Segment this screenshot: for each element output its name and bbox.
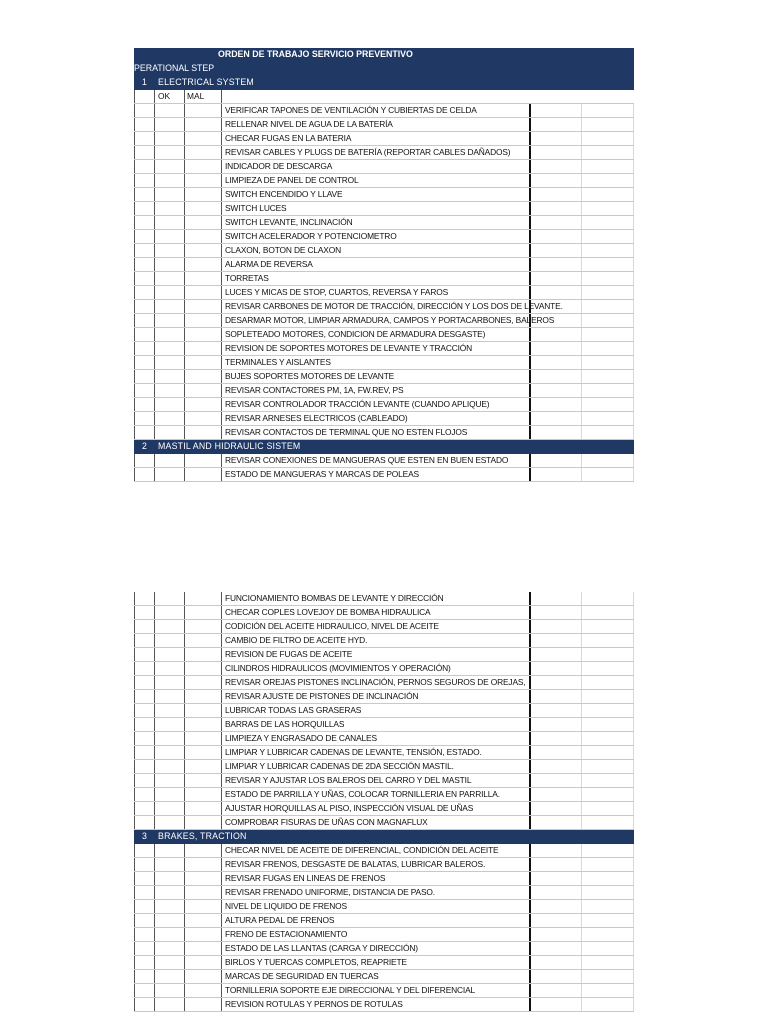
mal-cell[interactable] [185, 956, 222, 969]
checklist-row [134, 900, 634, 914]
checklist-item-text: DESARMAR MOTOR, LIMPIAR ARMADURA, CAMPOS Y PORTACARBONES, BALEROS [225, 315, 555, 325]
ok-cell[interactable] [155, 272, 185, 285]
mal-cell[interactable] [185, 454, 222, 467]
title-row [134, 48, 634, 62]
checklist-row [134, 998, 634, 1012]
row-index-cell[interactable] [134, 998, 155, 1011]
mal-cell[interactable] [185, 704, 222, 717]
mal-cell[interactable] [185, 398, 222, 411]
ok-cell[interactable] [155, 384, 185, 397]
checklist-row [134, 370, 634, 384]
mal-cell[interactable] [185, 732, 222, 745]
ok-cell[interactable] [155, 858, 185, 871]
row-index-cell[interactable] [134, 956, 155, 969]
row-index-cell[interactable] [134, 412, 155, 425]
checklist-row [134, 844, 634, 858]
ok-cell[interactable] [155, 132, 185, 145]
row-index-cell[interactable] [134, 132, 155, 145]
row-index-cell[interactable] [134, 384, 155, 397]
operational-step-label: PERATIONAL STEP [134, 63, 215, 73]
section-header-mastil [134, 440, 634, 454]
ok-cell[interactable] [155, 370, 185, 383]
ok-cell[interactable] [155, 174, 185, 187]
checklist-row [134, 956, 634, 970]
checklist-row [134, 426, 634, 440]
work-order-title: ORDEN DE TRABAJO SERVICIO PREVENTIVO [218, 49, 413, 59]
checklist-row [134, 258, 634, 272]
ok-cell[interactable] [155, 704, 185, 717]
row-index-cell[interactable] [134, 746, 155, 759]
ok-cell[interactable] [155, 718, 185, 731]
mal-cell[interactable] [185, 802, 222, 815]
checklist-row [134, 984, 634, 998]
checklist-row [134, 384, 634, 398]
checklist-item-text: CLAXON, BOTON DE CLAXON [225, 245, 341, 255]
checklist-item-text: REVISAR FRENOS, DESGASTE DE BALATAS, LUBRICAR BALEROS. [225, 859, 486, 869]
row-index-cell[interactable] [134, 426, 155, 439]
checklist-item-text: CHECAR FUGAS EN LA BATERIA [225, 133, 352, 143]
mal-cell[interactable] [185, 592, 222, 605]
ok-cell[interactable] [155, 468, 185, 481]
checklist-item-text: ALTURA PEDAL DE FRENOS [225, 915, 335, 925]
mal-cell[interactable] [185, 244, 222, 257]
checklist-item-text: REVISION DE FUGAS DE ACEITE [225, 649, 353, 659]
mal-cell[interactable] [185, 844, 222, 857]
mal-cell[interactable] [185, 384, 222, 397]
mal-cell[interactable] [185, 230, 222, 243]
row-index-cell[interactable] [134, 914, 155, 927]
checklist-row [134, 914, 634, 928]
checklist-item-text: ESTADO DE PARRILLA Y UÑAS, COLOCAR TORNILLERIA EN PARRILLA. [225, 789, 500, 799]
checklist-row [134, 230, 634, 244]
ok-cell[interactable] [155, 188, 185, 201]
checklist-row [134, 634, 634, 648]
checklist-item-text: AJUSTAR HORQUILLAS AL PISO, INSPECCIÓN VISUAL DE UÑAS [225, 803, 474, 813]
row-index-cell[interactable] [134, 858, 155, 871]
section-number: 3 [142, 831, 147, 841]
mal-cell[interactable] [185, 648, 222, 661]
checklist-item-text: REVISAR OREJAS PISTONES INCLINACIÓN, PERNOS SEGUROS DE OREJAS, [225, 677, 526, 687]
checklist-row [134, 676, 634, 690]
ok-cell[interactable] [155, 732, 185, 745]
mal-column-header: MAL [187, 91, 205, 101]
row-index-cell[interactable] [134, 272, 155, 285]
row-index-cell[interactable] [134, 886, 155, 899]
mal-cell[interactable] [185, 942, 222, 955]
checklist-item-text: TORRETAS [225, 273, 269, 283]
checklist-row [134, 690, 634, 704]
checklist-item-text: CHECAR NIVEL DE ACEITE DE DIFERENCIAL, CONDICIÓN DEL ACEITE [225, 845, 499, 855]
row-index-cell[interactable] [134, 314, 155, 327]
row-index-cell[interactable] [134, 620, 155, 633]
checklist-item-text: SWITCH ENCENDIDO Y LLAVE [225, 189, 343, 199]
checklist-row [134, 662, 634, 676]
row-index-cell[interactable] [134, 718, 155, 731]
checklist-row [134, 468, 634, 482]
checklist-row [134, 704, 634, 718]
ok-cell[interactable] [155, 970, 185, 983]
row-index-cell[interactable] [134, 258, 155, 271]
ok-cell[interactable] [155, 648, 185, 661]
row-index-cell[interactable] [134, 704, 155, 717]
checklist-item-text: LUCES Y MICAS DE STOP, CUARTOS, REVERSA Y FAROS [225, 287, 449, 297]
row-index-cell[interactable] [134, 286, 155, 299]
ok-cell[interactable] [155, 900, 185, 913]
checklist-row [134, 816, 634, 830]
ok-cell[interactable] [155, 914, 185, 927]
row-index-cell[interactable] [134, 802, 155, 815]
mal-cell[interactable] [185, 746, 222, 759]
row-index-cell[interactable] [134, 984, 155, 997]
checklist-item-text: CHECAR COPLES LOVEJOY DE BOMBA HIDRAULICA [225, 607, 431, 617]
checklist-row [134, 788, 634, 802]
checklist-row [134, 774, 634, 788]
ok-cell[interactable] [155, 146, 185, 159]
row-index-cell[interactable] [134, 300, 155, 313]
checklist-row [134, 970, 634, 984]
checklist-item-text: SWITCH ACELERADOR Y POTENCIOMETRO [225, 231, 397, 241]
checklist-item-text: NIVEL DE LIQUIDO DE FRENOS [225, 901, 347, 911]
mal-cell[interactable] [185, 620, 222, 633]
checklist-item-text: FRENO DE ESTACIONAMIENTO [225, 929, 348, 939]
ok-cell[interactable] [155, 412, 185, 425]
checklist-item-text: CAMBIO DE FILTRO DE ACEITE HYD. [225, 635, 368, 645]
checklist-row [134, 592, 634, 606]
ok-cell[interactable] [155, 398, 185, 411]
checklist-row [134, 886, 634, 900]
row-index-cell[interactable] [134, 160, 155, 173]
checklist-row [134, 174, 634, 188]
mal-cell[interactable] [185, 202, 222, 215]
mal-cell[interactable] [185, 984, 222, 997]
checklist-item-text: LUBRICAR TODAS LAS GRASERAS [225, 705, 362, 715]
checklist-row [134, 454, 634, 468]
ok-cell[interactable] [155, 286, 185, 299]
mal-cell[interactable] [185, 858, 222, 871]
checklist-item-text: BUJES SOPORTES MOTORES DE LEVANTE [225, 371, 395, 381]
column-header-row [134, 90, 634, 104]
checklist-row [134, 746, 634, 760]
mal-cell[interactable] [185, 816, 222, 829]
checklist-row [134, 858, 634, 872]
row-index-cell[interactable] [134, 342, 155, 355]
row-index-cell[interactable] [134, 356, 155, 369]
checklist-item-text: LIMPIEZA DE PANEL DE CONTROL [225, 175, 359, 185]
work-order-page-1 [134, 48, 634, 482]
ok-cell[interactable] [155, 802, 185, 815]
checklist-item-text: REVISAR CARBONES DE MOTOR DE TRACCIÓN, DIRECCIÓN Y LOS DOS DE LEVANTE. [225, 301, 563, 311]
ok-cell[interactable] [155, 746, 185, 759]
mal-cell[interactable] [185, 914, 222, 927]
checklist-row [134, 928, 634, 942]
checklist-item-text: BIRLOS Y TUERCAS COMPLETOS, REAPRIETE [225, 957, 407, 967]
mal-cell[interactable] [185, 872, 222, 885]
checklist-row [134, 132, 634, 146]
checklist-item-text: COMPROBAR FISURAS DE UÑAS CON MAGNAFLUX [225, 817, 428, 827]
ok-cell[interactable] [155, 342, 185, 355]
checklist-item-text: CILINDROS HIDRAULICOS (MOVIMIENTOS Y OPERACIÓN) [225, 663, 451, 673]
ok-cell[interactable] [155, 104, 185, 117]
checklist-row [134, 272, 634, 286]
checklist-row [134, 188, 634, 202]
mal-cell[interactable] [185, 272, 222, 285]
row-index-cell[interactable] [134, 774, 155, 787]
brakes-items-list [134, 844, 634, 1012]
row-index-cell[interactable] [134, 592, 155, 605]
checklist-item-text: TERMINALES Y AISLANTES [225, 357, 331, 367]
row-index-cell[interactable] [134, 468, 155, 481]
mal-cell[interactable] [185, 886, 222, 899]
mal-cell[interactable] [185, 900, 222, 913]
row-index-cell[interactable] [134, 760, 155, 773]
ok-cell[interactable] [155, 984, 185, 997]
mal-cell[interactable] [185, 690, 222, 703]
row-index-cell[interactable] [134, 872, 155, 885]
ok-cell[interactable] [155, 606, 185, 619]
ok-cell[interactable] [155, 426, 185, 439]
row-index-cell[interactable] [134, 216, 155, 229]
checklist-item-text: REVISAR ARNESES ELECTRICOS (CABLEADO) [225, 413, 408, 423]
mastil-items-list-continued [134, 592, 634, 830]
ok-cell[interactable] [155, 774, 185, 787]
checklist-item-text: RELLENAR NIVEL DE AGUA DE LA BATERÍA [225, 119, 393, 129]
mal-cell[interactable] [185, 314, 222, 327]
checklist-item-text: SOPLETEADO MOTORES, CONDICION DE ARMADURA DESGASTE) [225, 329, 486, 339]
ok-cell[interactable] [155, 160, 185, 173]
ok-cell[interactable] [155, 886, 185, 899]
mal-cell[interactable] [185, 174, 222, 187]
mal-cell[interactable] [185, 760, 222, 773]
checklist-item-text: REVISAR CABLES Y PLUGS DE BATERÍA (REPORTAR CABLES DAÑADOS) [225, 147, 511, 157]
row-index-cell[interactable] [134, 816, 155, 829]
row-index-cell[interactable] [134, 662, 155, 675]
ok-cell[interactable] [155, 592, 185, 605]
row-index-cell[interactable] [134, 398, 155, 411]
mal-cell[interactable] [185, 370, 222, 383]
row-index-cell[interactable] [134, 970, 155, 983]
mal-cell[interactable] [185, 356, 222, 369]
checklist-row [134, 398, 634, 412]
ok-cell[interactable] [155, 328, 185, 341]
ok-cell[interactable] [155, 844, 185, 857]
ok-cell[interactable] [155, 258, 185, 271]
checklist-item-text: TORNILLERIA SOPORTE EJE DIRECCIONAL Y DEL DIFERENCIAL [225, 985, 476, 995]
mal-cell[interactable] [185, 160, 222, 173]
ok-cell[interactable] [155, 662, 185, 675]
mal-cell[interactable] [185, 300, 222, 313]
row-index-cell[interactable] [134, 942, 155, 955]
ok-cell[interactable] [155, 872, 185, 885]
row-index-cell[interactable] [134, 676, 155, 689]
mal-cell[interactable] [185, 676, 222, 689]
checklist-row [134, 802, 634, 816]
checklist-item-text: MARCAS DE SEGURIDAD EN TUERCAS [225, 971, 379, 981]
ok-cell[interactable] [155, 956, 185, 969]
ok-cell[interactable] [155, 676, 185, 689]
checklist-row [134, 356, 634, 370]
row-index-cell[interactable] [134, 606, 155, 619]
row-index-cell[interactable] [134, 928, 155, 941]
ok-cell[interactable] [155, 300, 185, 313]
ok-cell[interactable] [155, 202, 185, 215]
mal-cell[interactable] [185, 342, 222, 355]
mal-cell[interactable] [185, 216, 222, 229]
section-header-brakes [134, 830, 634, 844]
checklist-row [134, 202, 634, 216]
mal-cell[interactable] [185, 412, 222, 425]
checklist-row [134, 286, 634, 300]
checklist-item-text: REVISION ROTULAS Y PERNOS DE ROTULAS [225, 999, 403, 1009]
checklist-row [134, 342, 634, 356]
checklist-item-text: INDICADOR DE DESCARGA [225, 161, 333, 171]
mal-cell[interactable] [185, 468, 222, 481]
mal-cell[interactable] [185, 662, 222, 675]
row-index-cell[interactable] [134, 844, 155, 857]
checklist-item-text: REVISAR FRENADO UNIFORME, DISTANCIA DE PASO. [225, 887, 435, 897]
checklist-item-text: ESTADO DE MANGUERAS Y MARCAS DE POLEAS [225, 469, 419, 479]
checklist-row [134, 104, 634, 118]
checklist-item-text: SWITCH LUCES [225, 203, 287, 213]
row-index-cell[interactable] [134, 202, 155, 215]
ok-cell[interactable] [155, 620, 185, 633]
checklist-item-text: BARRAS DE LAS HORQUILLAS [225, 719, 345, 729]
ok-cell[interactable] [155, 216, 185, 229]
checklist-item-text: LIMPIEZA Y ENGRASADO DE CANALES [225, 733, 377, 743]
row-index-cell[interactable] [134, 788, 155, 801]
ok-cell[interactable] [155, 998, 185, 1011]
checklist-row [134, 942, 634, 956]
row-index-cell[interactable] [134, 104, 155, 117]
row-index-cell[interactable] [134, 146, 155, 159]
checklist-row [134, 314, 634, 328]
checklist-row [134, 732, 634, 746]
row-index-cell[interactable] [134, 690, 155, 703]
row-index-cell[interactable] [134, 244, 155, 257]
row-index-cell[interactable] [134, 732, 155, 745]
checklist-item-text: VERIFICAR TAPONES DE VENTILACIÓN Y CUBIERTAS DE CELDA [225, 105, 477, 115]
mal-cell[interactable] [185, 718, 222, 731]
mal-cell[interactable] [185, 328, 222, 341]
checklist-item-text: REVISAR CONTACTORES PM, 1A, FW.REV, PS [225, 385, 404, 395]
checklist-row [134, 872, 634, 886]
checklist-item-text: REVISION DE SOPORTES MOTORES DE LEVANTE Y TRACCIÓN [225, 343, 473, 353]
checklist-item-text: CODICIÓN DEL ACEITE HIDRAULICO, NIVEL DE ACEITE [225, 621, 439, 631]
checklist-item-text: ALARMA DE REVERSA [225, 259, 313, 269]
section-label: MASTIL AND HIDRAULIC SISTEM [158, 441, 301, 451]
ok-cell[interactable] [155, 118, 185, 131]
row-index-cell[interactable] [134, 188, 155, 201]
mal-cell[interactable] [185, 426, 222, 439]
mal-cell[interactable] [185, 132, 222, 145]
mal-cell[interactable] [185, 258, 222, 271]
checklist-item-text: SWITCH LEVANTE, INCLINACIÓN [225, 217, 353, 227]
ok-cell[interactable] [155, 942, 185, 955]
checklist-row [134, 118, 634, 132]
checklist-row [134, 620, 634, 634]
ok-cell[interactable] [155, 314, 185, 327]
checklist-row [134, 648, 634, 662]
mal-cell[interactable] [185, 928, 222, 941]
checklist-row [134, 760, 634, 774]
checklist-item-text: REVISAR AJUSTE DE PISTONES DE INCLINACIÓN [225, 691, 419, 701]
ok-cell[interactable] [155, 356, 185, 369]
ok-column-header: OK [158, 91, 171, 101]
checklist-row [134, 300, 634, 314]
section-label: ELECTRICAL SYSTEM [158, 77, 254, 87]
checklist-item-text: LIMPIAR Y LUBRICAR CADENAS DE 2DA SECCIÓN MASTIL. [225, 761, 454, 771]
mal-cell[interactable] [185, 606, 222, 619]
checklist-row [134, 412, 634, 426]
electrical-items-list [134, 104, 634, 440]
section-header-electrical [134, 76, 634, 90]
ok-cell[interactable] [155, 690, 185, 703]
ok-cell[interactable] [155, 928, 185, 941]
ok-cell[interactable] [155, 454, 185, 467]
row-index-cell[interactable] [134, 370, 155, 383]
checklist-item-text: REVISAR FUGAS EN LINEAS DE FRENOS [225, 873, 386, 883]
checklist-row [134, 160, 634, 174]
checklist-row [134, 146, 634, 160]
section-label: BRAKES, TRACTION [158, 831, 247, 841]
checklist-row [134, 244, 634, 258]
ok-cell[interactable] [155, 816, 185, 829]
mal-cell[interactable] [185, 104, 222, 117]
row-index-cell[interactable] [134, 230, 155, 243]
row-index-cell[interactable] [134, 174, 155, 187]
section-number: 1 [142, 77, 147, 87]
checklist-item-text: ESTADO DE LAS LLANTAS (CARGA Y DIRECCIÓN) [225, 943, 418, 953]
mastil-items-list [134, 454, 634, 482]
row-index-cell[interactable] [134, 900, 155, 913]
ok-cell[interactable] [155, 634, 185, 647]
checklist-row [134, 328, 634, 342]
work-order-page-2 [134, 592, 634, 1012]
checklist-item-text: REVISAR Y AJUSTAR LOS BALEROS DEL CARRO Y DEL MASTIL [225, 775, 472, 785]
mal-cell[interactable] [185, 146, 222, 159]
ok-cell[interactable] [155, 788, 185, 801]
operational-step-row [134, 62, 634, 76]
checklist-row [134, 216, 634, 230]
mal-cell[interactable] [185, 188, 222, 201]
checklist-item-text: LIMPIAR Y LUBRICAR CADENAS DE LEVANTE, TENSIÓN, ESTADO. [225, 747, 482, 757]
checklist-item-text: FUNCIONAMIENTO BOMBAS DE LEVANTE Y DIRECCIÓN [225, 593, 444, 603]
row-index-cell[interactable] [134, 454, 155, 467]
checklist-item-text: REVISAR CONTROLADOR TRACCIÓN LEVANTE (CUANDO APLIQUE) [225, 399, 490, 409]
checklist-row [134, 718, 634, 732]
mal-cell[interactable] [185, 634, 222, 647]
ok-cell[interactable] [155, 760, 185, 773]
row-index-cell[interactable] [134, 634, 155, 647]
mal-cell[interactable] [185, 998, 222, 1011]
row-index-cell[interactable] [134, 118, 155, 131]
row-index-cell[interactable] [134, 328, 155, 341]
mal-cell[interactable] [185, 970, 222, 983]
mal-cell[interactable] [185, 788, 222, 801]
row-index-cell[interactable] [134, 648, 155, 661]
mal-cell[interactable] [185, 118, 222, 131]
mal-cell[interactable] [185, 774, 222, 787]
checklist-row [134, 606, 634, 620]
mal-cell[interactable] [185, 286, 222, 299]
section-number: 2 [142, 441, 147, 451]
checklist-item-text: REVISAR CONTACTOS DE TERMINAL QUE NO ESTEN FLOJOS [225, 427, 468, 437]
checklist-item-text: REVISAR CONEXIONES DE MANGUERAS QUE ESTEN EN BUEN ESTADO [225, 455, 509, 465]
ok-cell[interactable] [155, 244, 185, 257]
ok-cell[interactable] [155, 230, 185, 243]
